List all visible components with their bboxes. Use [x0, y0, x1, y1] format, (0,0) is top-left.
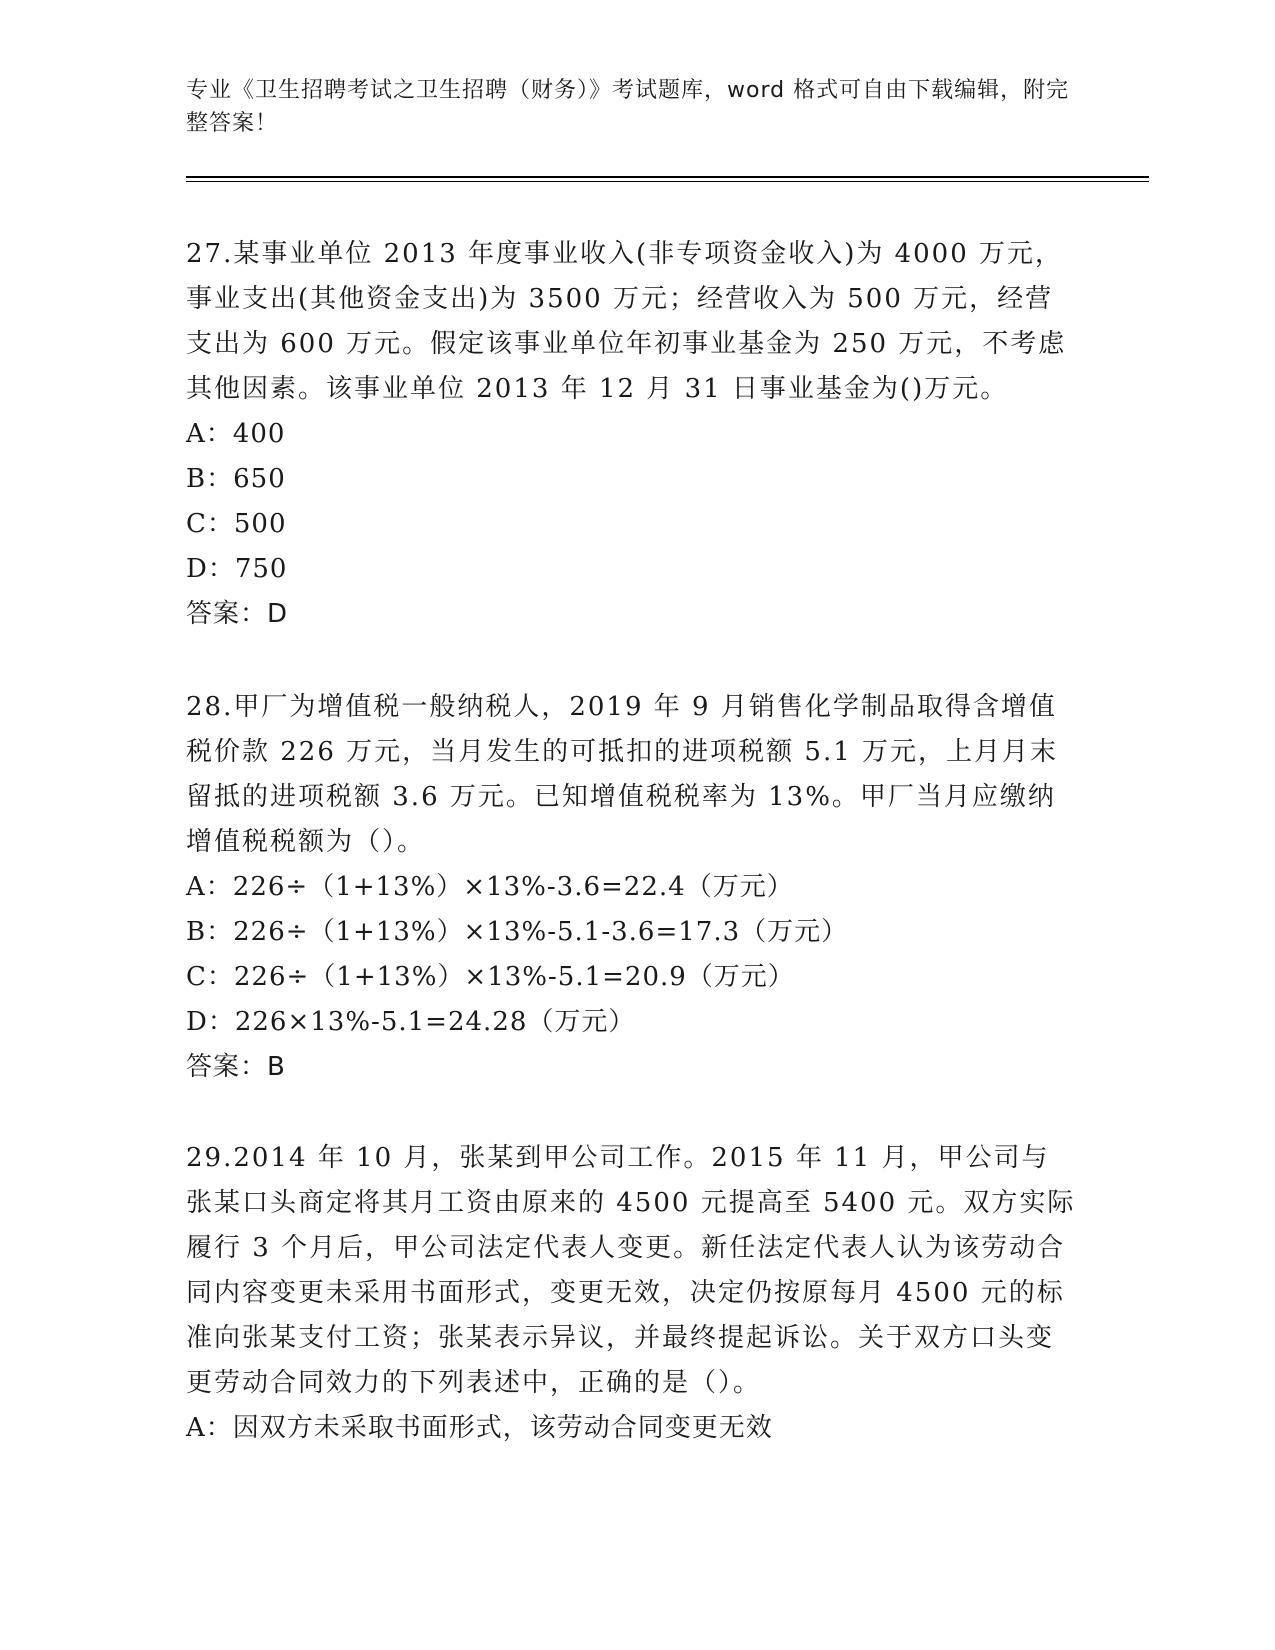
answer-label: 答案：B [186, 1052, 286, 1082]
header-divider-thick [186, 176, 1149, 178]
question-29 [186, 1136, 1076, 1451]
question-28 [186, 685, 1076, 1090]
option-a: A：226÷（1+13%）×13%-3.6=22.4（万元） [186, 872, 794, 902]
option-b: B：650 [186, 464, 286, 494]
question-stem: 27.某事业单位 2013 年度事业收入(非专项资金收入)为 4000 万元，事业支出(其他资金支出)为 3500 万元；经营收入为 500 万元，经营支出为 600 万元。假定该事业单位年初事业基金为 250 万元，不考虑其他因素。该事业单位 2013 年 12 月 31 日事业基金为()万元。 [186, 239, 1067, 404]
header-divider-thin [186, 181, 1149, 182]
question-27 [186, 232, 1076, 637]
option-c: C：226÷（1+13%）×13%-5.1=20.9（万元） [186, 962, 795, 992]
option-a: A：因双方未采取书面形式，该劳动合同变更无效 [186, 1413, 773, 1443]
answer-label: 答案：D [186, 599, 289, 629]
option-a: A：400 [186, 419, 286, 449]
option-b: B：226÷（1+13%）×13%-5.1-3.6=17.3（万元） [186, 917, 849, 947]
option-d: D：226×13%-5.1=24.28（万元） [186, 1007, 636, 1037]
document-header: 专业《卫生招聘考试之卫生招聘（财务）》考试题库，word 格式可自由下载编辑，附完整答案！ [186, 78, 1070, 136]
option-c: C：500 [186, 509, 287, 539]
question-stem: 29.2014 年 10 月，张某到甲公司工作。2015 年 11 月，甲公司与张某口头商定将其月工资由原来的 4500 元提高至 5400 元。双方实际履行 3 个月后，甲公司法定代表人变更。新任法定代表人认为该劳动合同内容变更未采用书面形式，变更无效，决定仍按原每月 4500 元的标准向张某支付工资；张某表示异议，并最终提起诉讼。关于双方口头变更劳动合同效力的下列表述中，正确的是（）。 [186, 1143, 1076, 1398]
option-d: D：750 [186, 554, 288, 584]
question-stem: 28.甲厂为增值税一般纳税人，2019 年 9 月销售化学制品取得含增值税价款 226 万元，当月发生的可抵扣的进项税额 5.1 万元，上月月末留抵的进项税额 3.6 万元。已知增值税税率为 13%。甲厂当月应缴纳增值税税额为（）。 [186, 692, 1059, 857]
